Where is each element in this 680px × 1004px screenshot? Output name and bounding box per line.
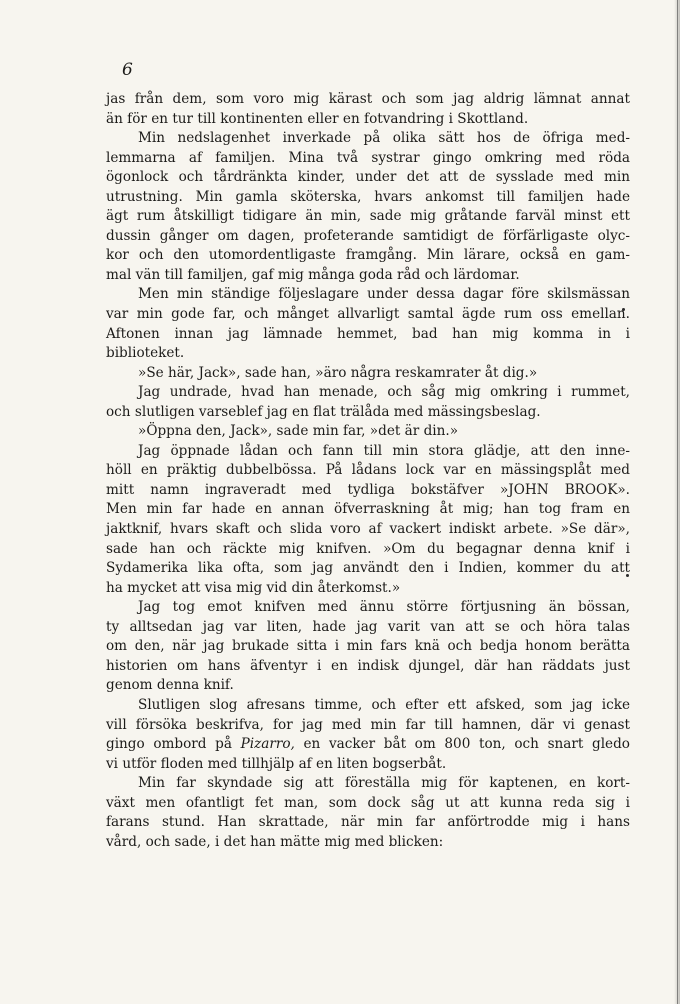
- paragraph: [106, 90, 630, 129]
- paragraph: [106, 383, 630, 422]
- ship-name: Pizarro,: [240, 736, 295, 753]
- text-line: farans stund. Han skrattade, när min far anförtrodde mig i hans: [106, 814, 630, 831]
- paragraph: [106, 285, 630, 363]
- text-line: ägt rum åtskilligt tidigare än min, sade mig gråtande farväl minst ett: [106, 208, 630, 225]
- text-line: höll en präktig dubbelbössa. På lådans lock var en mässingsplåt med: [106, 462, 630, 479]
- text-line: Aftonen innan jag lämnade hemmet, bad han mig komma in i: [106, 325, 630, 342]
- text-line: genom denna knif.: [106, 677, 234, 694]
- paragraph: [106, 422, 630, 442]
- text-line: och slutligen varseblef jag en flat trälåda med mässingsbeslag.: [106, 403, 541, 420]
- text-line: ögonlock och tårdränkta kinder, under det att de sysslade med min: [106, 169, 630, 186]
- text-run: en vacker båt om 800 ton, och snart gledo: [294, 736, 630, 753]
- text-line: dussin gånger om dagen, profeterande samtidigt de förfärligaste olyc-: [106, 227, 630, 244]
- text-line: ha mycket att visa mig vid din återkomst.»: [106, 579, 401, 596]
- body-text: [106, 90, 630, 852]
- text-line: »Öppna den, Jack», sade min far, »det är din.»: [138, 423, 459, 440]
- paragraph: [106, 129, 630, 285]
- paragraph: [106, 696, 630, 774]
- text-line: vi utför floden med tillhjälp af en liten bogserbåt.: [106, 755, 447, 772]
- text-line: mitt namn ingraveradt med tydliga bokstäfver »JOHN BROOK».: [106, 481, 630, 498]
- text-line: vård, och sade, i det han mätte mig med blicken:: [106, 833, 444, 850]
- text-line: ty alltsedan jag var liten, hade jag varit van att se och höra talas: [106, 618, 630, 635]
- text-line: växt men ofantligt fet man, som dock såg ut att kunna reda sig i: [106, 794, 630, 811]
- text-line: Jag tog emot knifven med ännu större förtjusning än bössan,: [138, 599, 630, 616]
- text-line: Min nedslagenhet inverkade på olika sätt hos de öfriga med-: [138, 130, 630, 147]
- text-line: Jag undrade, hvad han menade, och såg mig omkring i rummet,: [138, 384, 630, 401]
- text-line: Sydamerika lika ofta, som jag användt den i Indien, kommer du att: [106, 560, 630, 577]
- text-line: mal vän till familjen, gaf mig många goda råd och lärdomar.: [106, 266, 520, 283]
- text-line: Slutligen slog afresans timme, och efter ett afsked, som jag icke: [138, 696, 630, 713]
- text-line: biblioteket.: [106, 345, 185, 362]
- text-line: om den, när jag brukade sitta i min fars knä och bedja honom berätta: [106, 638, 630, 655]
- text-line: Men min far hade en annan öfverraskning åt mig; han tog fram en: [106, 501, 630, 518]
- paragraph: [106, 442, 630, 598]
- text-line: Min far skyndade sig att föreställa mig för kaptenen, en kort-: [138, 775, 630, 792]
- text-line: än för en tur till kontinenten eller en fotvandring i Skottland.: [106, 110, 529, 127]
- text-line: »Se här, Jack», sade han, »äro några reskamrater åt dig.»: [138, 364, 538, 381]
- text-line: sade han och räckte mig knifven. »Om du begagnar denna knif i: [106, 540, 630, 557]
- text-line: kor och den utomordentligaste framgång. Min lärare, också en gam-: [106, 247, 630, 264]
- text-line: lemmarna af familjen. Mina två systrar gingo omkring med röda: [106, 149, 630, 166]
- text-line: var min gode far, och månget allvarligt samtal ägde rum oss emellan.: [106, 306, 630, 323]
- page-edge-line: [677, 0, 678, 1004]
- text-line: historien om hans äfventyr i en indisk djungel, där han räddats just: [106, 657, 630, 674]
- paragraph: [106, 598, 630, 696]
- text-line: Men min ständige följeslagare under dessa dagar före skilsmässan: [138, 286, 630, 303]
- paragraph: [106, 364, 630, 384]
- paragraph: [106, 774, 630, 852]
- text-line: Jag öppnade lådan och fann till min stora glädje, att den inne-: [138, 442, 630, 459]
- page-number: 6: [122, 60, 133, 80]
- text-run: gingo ombord på: [106, 736, 241, 753]
- text-line: [106, 735, 630, 755]
- text-line: jas från dem, som voro mig kärast och som jag aldrig lämnat annat: [106, 91, 630, 107]
- text-line: vill försöka beskrifva, for jag med min far till hamnen, där vi genast: [106, 716, 630, 733]
- text-line: jaktknif, hvars skaft och slida voro af vackert indiskt arbete. »Se där»,: [106, 521, 630, 538]
- text-line: utrustning. Min gamla sköterska, hvars ankomst till familjen hade: [106, 188, 630, 205]
